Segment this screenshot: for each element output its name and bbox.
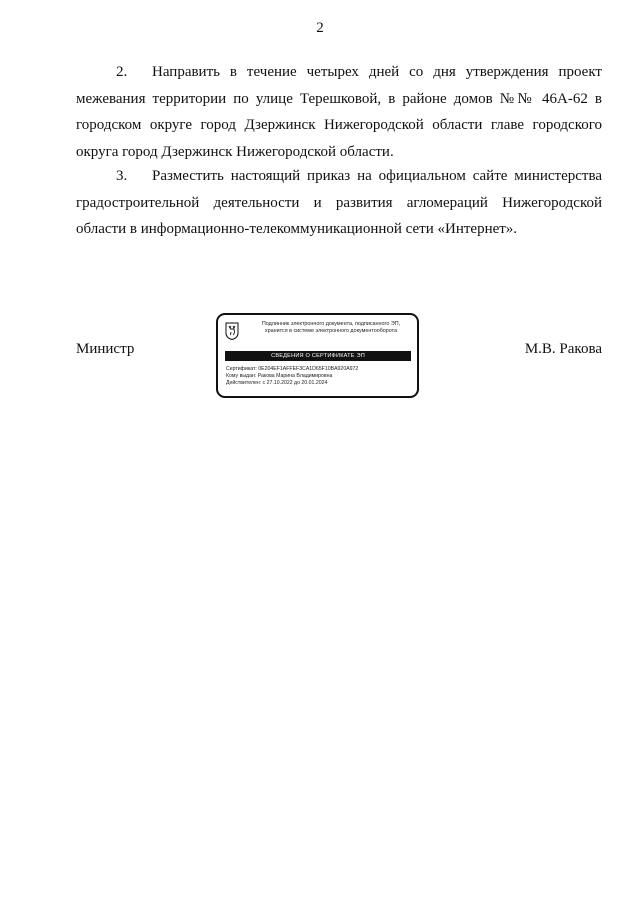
stamp-certificate-bar: СВЕДЕНИЯ О СЕРТИФИКАТЕ ЭП [225, 351, 411, 361]
paragraph-3 [76, 163, 602, 243]
stamp-header-line: Подлинник электронного документа, подписанного ЭП, [261, 321, 401, 327]
signatory-name: М.В. Ракова [524, 341, 602, 357]
deer-emblem-icon [225, 322, 239, 340]
stamp-details [226, 366, 414, 388]
paragraph-number: 2. [116, 64, 128, 80]
paragraph-text: Направить в течение четырех дней со дня утверждения проект межевания территории по улице Терешковой, в районе домов №№ 46А-62 в городском округе город Дзержинск Нижегородской области главе городского округа город Дзержинск Нижегородской области. [76, 64, 602, 160]
stamp-header [246, 321, 416, 334]
signatory-title: Министр [76, 341, 135, 357]
stamp-issued-to: Кому выдан: Ракова Марина Владимировна [226, 373, 333, 380]
stamp-certificate-number: Сертификат: 0E204EF1AFFEF3CA1D65F10BA920A972 [226, 366, 359, 372]
stamp-header-line: хранится в системе электронного документооборота [264, 327, 398, 334]
page-number: 2 [316, 20, 324, 36]
stamp-validity: Действителен: с 27.10.2022 до 20.01.2024 [226, 380, 328, 387]
paragraph-number: 3. [116, 168, 128, 184]
electronic-signature-stamp [216, 313, 419, 398]
paragraph-2 [76, 59, 602, 165]
paragraph-text: Разместить настоящий приказ на официальном сайте министерства градостроительной деятельности и развития агломераций Нижегородской области в информационно-телекоммуникационной сети «Интернет». [76, 168, 602, 238]
